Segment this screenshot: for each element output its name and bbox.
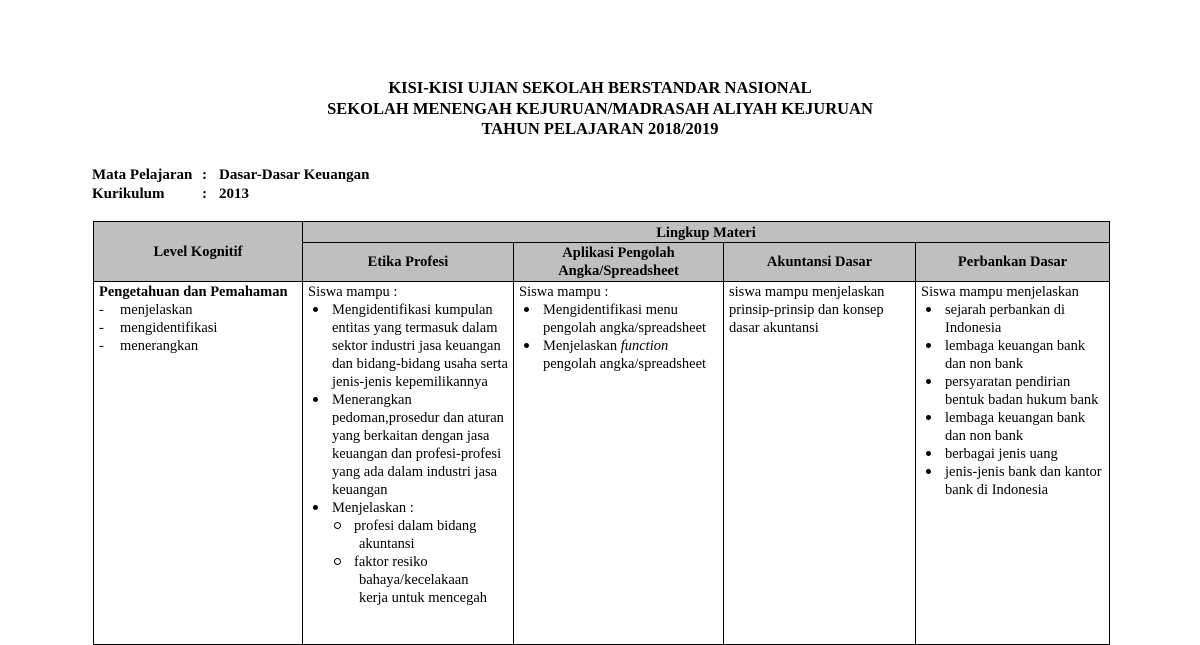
level-list xyxy=(99,301,297,355)
sub-item-continuation: kerja untuk mencegah xyxy=(359,590,488,606)
aplikasi-b2-post: pengolah angka/spreadsheet xyxy=(543,356,707,372)
cell-perbankan-dasar xyxy=(916,282,1110,645)
list-item: lembaga keuangan bank dan non bank xyxy=(921,409,1104,445)
level-heading: Pengetahuan dan Pemahaman xyxy=(99,284,288,300)
kisi-table xyxy=(93,221,1110,645)
curriculum-value: 2013 xyxy=(219,186,249,202)
aplikasi-b2-pre: Menjelaskan xyxy=(543,338,621,354)
title-line-1: KISI-KISI UJIAN SEKOLAH BERSTANDAR NASIONAL xyxy=(388,78,812,97)
etika-intro: Siswa mampu : xyxy=(308,284,398,300)
header-aplikasi-pengolah-angka: Aplikasi Pengolah Angka/Spreadsheet xyxy=(514,243,724,282)
sub-item-text: faktor resiko xyxy=(354,554,428,570)
header-lingkup-materi: Lingkup Materi xyxy=(303,222,1110,243)
title-line-3: TAHUN PELAJARAN 2018/2019 xyxy=(481,119,719,138)
list-item xyxy=(332,553,508,607)
header-etika-profesi: Etika Profesi xyxy=(303,243,514,282)
document-meta xyxy=(92,166,369,204)
cell-level-kognitif xyxy=(94,282,303,645)
list-item: - mengidentifikasi xyxy=(99,319,297,337)
cell-akuntansi-dasar xyxy=(724,282,916,645)
title-line-2: SEKOLAH MENENGAH KEJURUAN/MADRASAH ALIYAH KEJURUAN xyxy=(327,98,873,118)
etika-sub-list xyxy=(332,517,508,607)
list-item: - menerangkan xyxy=(99,337,297,355)
header-perbankan-dasar: Perbankan Dasar xyxy=(916,243,1110,282)
list-item: sejarah perbankan di Indonesia xyxy=(921,301,1104,337)
aplikasi-intro: Siswa mampu : xyxy=(519,284,609,300)
etika-list xyxy=(308,301,508,607)
list-item: jenis-jenis bank dan kantor bank di Indonesia xyxy=(921,463,1104,499)
curriculum-row xyxy=(92,185,369,204)
header-akuntansi-dasar: Akuntansi Dasar xyxy=(724,243,916,282)
list-item: Mengidentifikasi kumpulan entitas yang termasuk dalam sektor industri jasa keuangan dan bidang-bidang usaha serta jenis-jenis kepemilikannya xyxy=(308,301,508,391)
list-item xyxy=(308,499,508,607)
aplikasi-list xyxy=(519,301,718,373)
perbankan-list xyxy=(921,301,1104,499)
aplikasi-b2-function: function xyxy=(620,338,669,354)
list-item: persyaratan pendirian bentuk badan hukum bank xyxy=(921,373,1104,409)
subject-colon: : xyxy=(202,167,207,183)
cell-aplikasi-pengolah-angka xyxy=(514,282,724,645)
subject-value: Dasar-Dasar Keuangan xyxy=(219,167,370,183)
curriculum-colon: : xyxy=(202,186,207,202)
sub-item-continuation: bahaya/kecelakaan xyxy=(359,572,469,588)
document-title xyxy=(0,78,1200,140)
list-item: Mengidentifikasi menu pengolah angka/spreadsheet xyxy=(519,301,718,337)
list-item: - menjelaskan xyxy=(99,301,297,319)
list-item xyxy=(519,337,718,373)
perbankan-intro: Siswa mampu menjelaskan xyxy=(921,284,1079,300)
list-item: berbagai jenis uang xyxy=(921,445,1104,463)
subject-label: Mata Pelajaran xyxy=(92,167,193,183)
list-item xyxy=(332,517,508,553)
table-row xyxy=(94,282,1110,645)
list-item: Menerangkan pedoman,prosedur dan aturan yang berkaitan dengan jasa keuangan dan profesi-profesi yang ada dalam industri jasa keuangan xyxy=(308,391,508,499)
curriculum-label: Kurikulum xyxy=(92,186,165,202)
sub-item-continuation: akuntansi xyxy=(359,536,415,552)
list-item: lembaga keuangan bank dan non bank xyxy=(921,337,1104,373)
header-level-kognitif: Level Kognitif xyxy=(94,222,303,282)
subject-row xyxy=(92,166,369,185)
sub-item-text: profesi dalam bidang xyxy=(354,518,477,534)
akuntansi-text: siswa mampu menjelaskan prinsip-prinsip dan konsep dasar akuntansi xyxy=(729,284,885,336)
etika-b3-text: Menjelaskan : xyxy=(332,500,414,516)
cell-etika-profesi xyxy=(303,282,514,645)
